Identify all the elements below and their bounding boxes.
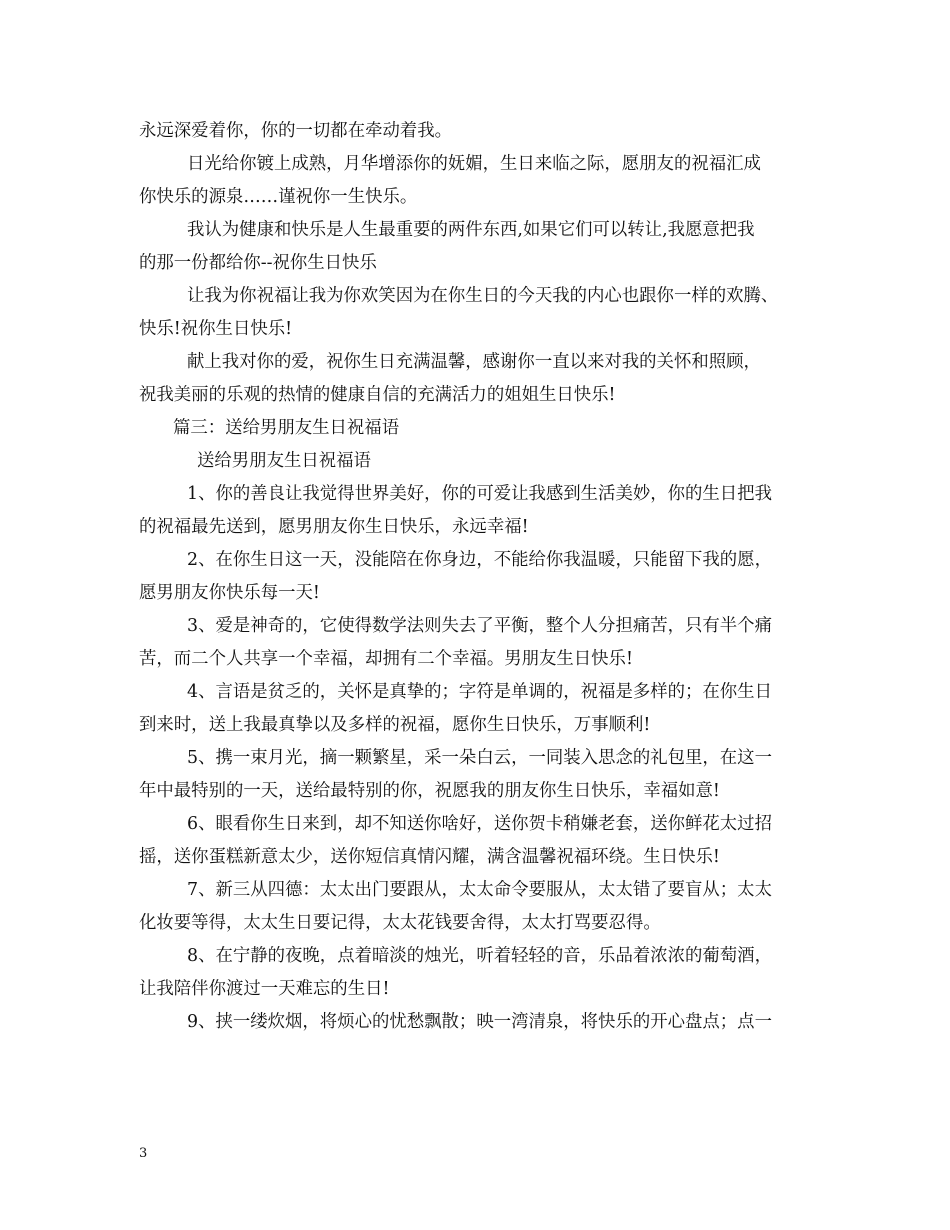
text-line: 让我为你祝福让我为你欢笑因为在你生日的今天我的内心也跟你一样的欢腾、 (187, 286, 779, 306)
text-line: 7、新三从四德：太太出门要跟从，太太命令要服从，太太错了要盲从；太太 (187, 880, 772, 900)
text-line: 祝我美丽的乐观的热情的健康自信的充满活力的姐姐生日快乐! (139, 385, 616, 405)
text-line: 愿男朋友你快乐每一天! (139, 583, 320, 603)
text-line: 2、在你生日这一天，没能陪在你身边，不能给你我温暖，只能留下我的愿， (187, 550, 772, 570)
page-number: 3 (139, 1146, 148, 1161)
text-line: 苦，而二个人共享一个幸福，却拥有二个幸福。男朋友生日快乐! (139, 649, 633, 669)
text-line: 你快乐的源泉……谨祝你一生快乐。 (139, 187, 418, 207)
text-line: 到来时，送上我最真挚以及多样的祝福，愿你生日快乐，万事顺利! (139, 715, 651, 735)
text-line: 年中最特别的一天，送给最特别的你，祝愿我的朋友你生日快乐，幸福如意! (139, 781, 720, 801)
text-line: 的那一份都给你--祝你生日快乐 (139, 253, 377, 273)
text-line: 6、眼看你生日来到，却不知送你啥好，送你贺卡稍嫌老套，送你鲜花太过招 (187, 814, 772, 834)
text-line: 的祝福最先送到，愿男朋友你生日快乐，永远幸福! (139, 517, 529, 537)
text-line: 让我陪伴你渡过一天难忘的生日! (139, 979, 390, 999)
text-line: 4、言语是贫乏的，关怀是真挚的；字符是单调的，祝福是多样的；在你生日 (187, 682, 772, 702)
text-line: 1、你的善良让我觉得世界美好，你的可爱让我感到生活美妙，你的生日把我 (187, 484, 772, 504)
text-line: 篇三：送给男朋友生日祝福语 (173, 418, 400, 438)
text-line: 我认为健康和快乐是人生最重要的两件东西,如果它们可以转让,我愿意把我 (187, 220, 755, 240)
text-line: 8、在宁静的夜晚，点着暗淡的烛光，听着轻轻的音，乐品着浓浓的葡萄酒， (187, 946, 772, 966)
text-line: 3、爱是神奇的，它使得数学法则失去了平衡，整个人分担痛苦，只有半个痛 (187, 616, 772, 636)
text-line: 日光给你镀上成熟，月华增添你的妩媚，生日来临之际，愿朋友的祝福汇成 (187, 154, 761, 174)
text-line: 9、挟一缕炊烟，将烦心的忧愁飘散；映一湾清泉，将快乐的开心盘点；点一 (187, 1012, 772, 1032)
text-line: 送给男朋友生日祝福语 (197, 451, 371, 471)
text-line: 5、携一束月光，摘一颗繁星，采一朵白云，一同装入思念的礼包里，在这一 (187, 748, 772, 768)
text-line: 献上我对你的爱，祝你生日充满温馨，感谢你一直以来对我的关怀和照顾， (187, 352, 761, 372)
text-line: 永远深爱着你，你的一切都在牵动着我。 (139, 121, 453, 141)
text-line: 摇，送你蛋糕新意太少，送你短信真情闪耀，满含温馨祝福环绕。生日快乐! (139, 847, 720, 867)
text-line: 化妆要等得，太太生日要记得，太太花钱要舍得，太太打骂要忍得。 (139, 913, 661, 933)
text-line: 快乐!祝你生日快乐! (139, 319, 293, 339)
